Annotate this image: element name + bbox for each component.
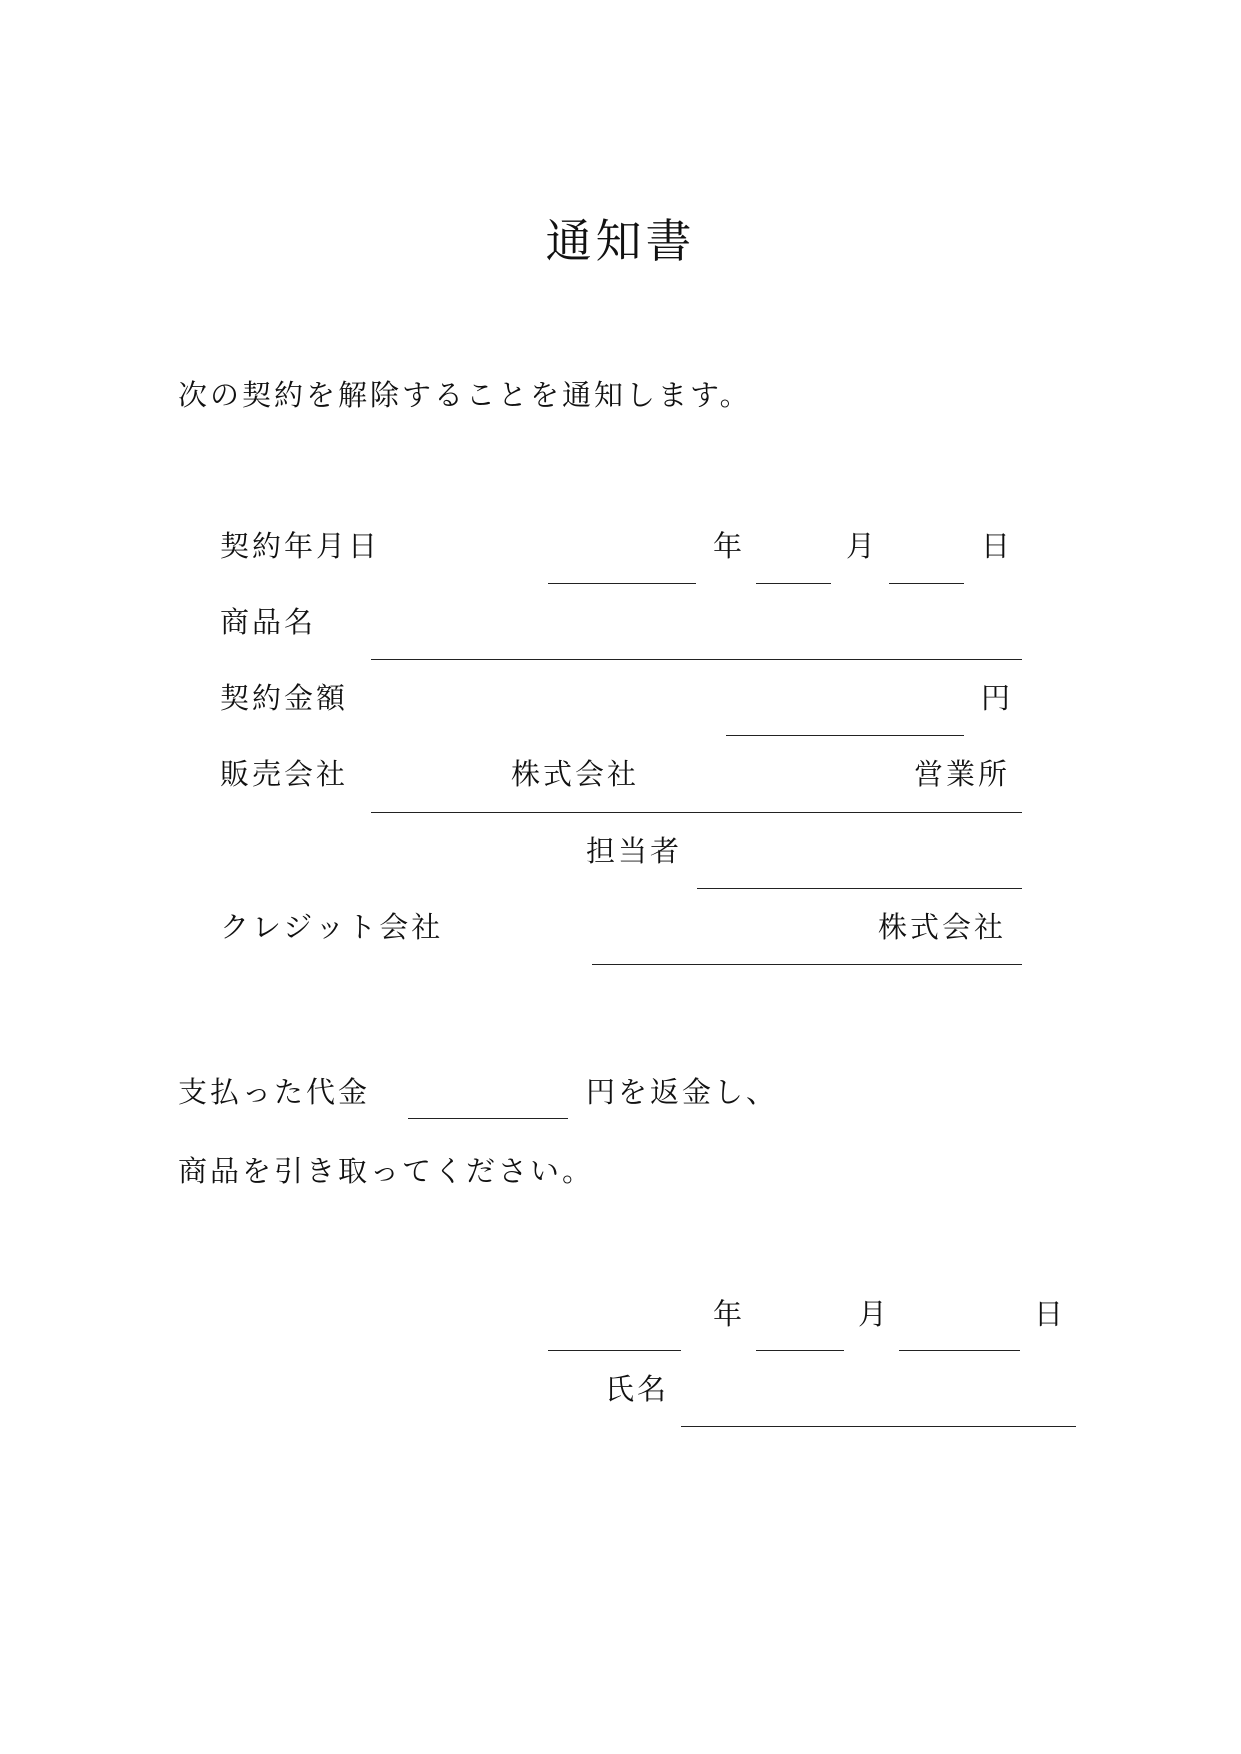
amount-yen-label: 円 xyxy=(981,681,1014,715)
seller-office-label: 営業所 xyxy=(914,757,1011,791)
sign-day-label: 日 xyxy=(1034,1297,1067,1331)
refund-amount-field[interactable] xyxy=(408,1118,568,1119)
sign-day-field[interactable] xyxy=(899,1350,1020,1351)
contract-year-field[interactable] xyxy=(548,583,696,584)
name-label: 氏名 xyxy=(605,1372,670,1406)
document-title: 通知書 xyxy=(545,214,696,268)
contract-date-label: 契約年月日 xyxy=(220,529,381,563)
sign-month-field[interactable] xyxy=(756,1350,844,1351)
intro-text: 次の契約を解除することを通知します。 xyxy=(178,378,752,412)
amount-label: 契約金額 xyxy=(220,681,349,715)
seller-field[interactable] xyxy=(371,812,1022,813)
seller-kk-label: 株式会社 xyxy=(511,757,640,791)
credit-kk-label: 株式会社 xyxy=(878,910,1007,944)
amount-field[interactable] xyxy=(726,735,964,736)
sign-year-label: 年 xyxy=(713,1297,746,1331)
refund-prefix: 支払った代金 xyxy=(178,1075,371,1109)
name-field[interactable] xyxy=(681,1426,1076,1427)
credit-label: クレジット会社 xyxy=(220,910,444,944)
product-label: 商品名 xyxy=(220,605,317,639)
sign-month-label: 月 xyxy=(858,1297,891,1331)
seller-label: 販売会社 xyxy=(220,757,349,791)
refund-line2: 商品を引き取ってください。 xyxy=(178,1154,595,1188)
sign-year-field[interactable] xyxy=(548,1350,681,1351)
product-field[interactable] xyxy=(371,659,1022,660)
rep-field[interactable] xyxy=(697,888,1022,889)
refund-suffix: 円を返金し、 xyxy=(586,1075,779,1109)
contract-month-label: 月 xyxy=(846,529,879,563)
contract-month-field[interactable] xyxy=(756,583,831,584)
contract-day-label: 日 xyxy=(981,529,1014,563)
rep-label: 担当者 xyxy=(586,834,683,868)
contract-day-field[interactable] xyxy=(889,583,964,584)
contract-year-label: 年 xyxy=(713,529,746,563)
credit-field[interactable] xyxy=(592,964,1022,965)
